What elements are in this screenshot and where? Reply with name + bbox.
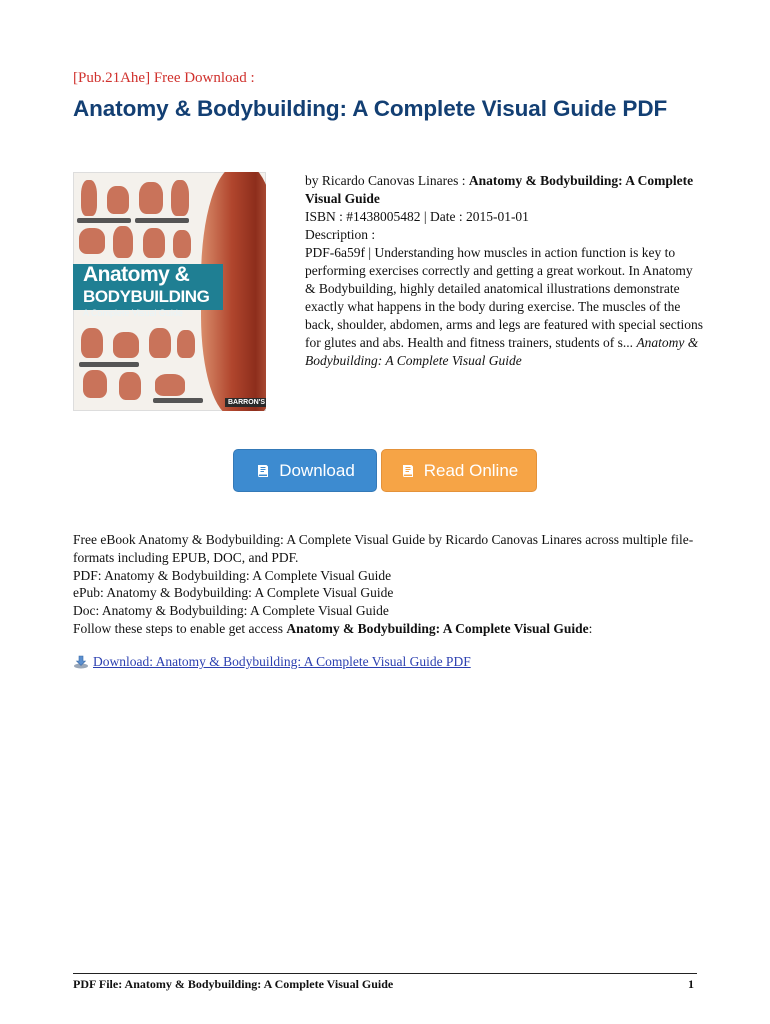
- footer-file-label: PDF File: Anatomy & Bodybuilding: A Complete Visual Guide: [73, 977, 394, 991]
- author-line: by Ricardo Canovas Linares : Anatomy & Bodybuilding: A Complete Visual Guide: [305, 173, 694, 206]
- epub-format-line: ePub: Anatomy & Bodybuilding: A Complete Visual Guide: [73, 585, 394, 601]
- page-title: Anatomy & Bodybuilding: A Complete Visual Guide PDF: [73, 96, 668, 121]
- cover-publisher-logo: BARRON'S: [225, 398, 266, 407]
- pdf-format-line: PDF: Anatomy & Bodybuilding: A Complete Visual Guide: [73, 567, 392, 583]
- description-text: PDF-6a59f | Understanding how muscles in action function is key to performing exercises correctly and getting a great workout. In Anatomy & Bodybuilding, highly detailed anatomical illustrations demonstrate exactly what happens in the body during exercise. The muscles of the back, shoulder, abdomen, arms and legs are featured with special sections for glutes and abs. Health and fitness trainers, students of s... Anatomy & Bodybuilding: A Complete Visual Guide: [305, 245, 703, 368]
- download-pdf-link[interactable]: Download: Anatomy & Bodybuilding: A Complete Visual Guide PDF: [93, 654, 471, 669]
- download-button-label: Download: [279, 460, 355, 480]
- read-online-button-label: Read Online: [423, 460, 519, 480]
- book-meta: [305, 172, 705, 370]
- book-title-bold: Anatomy & Bodybuilding: A Complete Visual Guide: [305, 173, 694, 206]
- book-cover-image: [73, 172, 266, 411]
- description-label: Description :: [305, 227, 376, 242]
- book-icon: [255, 463, 271, 479]
- cover-title-line-1: Anatomy &: [83, 263, 190, 286]
- download-link-row: [73, 654, 471, 670]
- prehead-text: [Pub.21Ahe] Free Download :: [73, 70, 255, 86]
- book-icon: [400, 463, 416, 479]
- doc-format-line: Doc: Anatomy & Bodybuilding: A Complete Visual Guide: [73, 603, 389, 619]
- page-number: 1: [688, 977, 694, 991]
- download-button[interactable]: [233, 449, 377, 492]
- footer-divider: [73, 973, 697, 974]
- cover-subtitle: A Complete Visual Guide: [83, 308, 183, 318]
- download-link-icon: [73, 655, 89, 669]
- read-online-button[interactable]: [381, 449, 537, 492]
- steps-line: Follow these steps to enable get access Anatomy & Bodybuilding: A Complete Visual Guide:: [73, 620, 593, 636]
- cover-title-line-2: BODYBUILDING: [83, 287, 210, 306]
- intro-paragraph: Free eBook Anatomy & Bodybuilding: A Complete Visual Guide by Ricardo Canovas Linares across multiple file-formats including EPUB, DOC, and PDF.: [73, 532, 694, 565]
- body-section: [73, 531, 713, 638]
- description-tail: Anatomy & Bodybuilding: A Complete Visual Guide: [305, 335, 699, 368]
- isbn-line: ISBN : #1438005482 | Date : 2015-01-01: [305, 209, 529, 224]
